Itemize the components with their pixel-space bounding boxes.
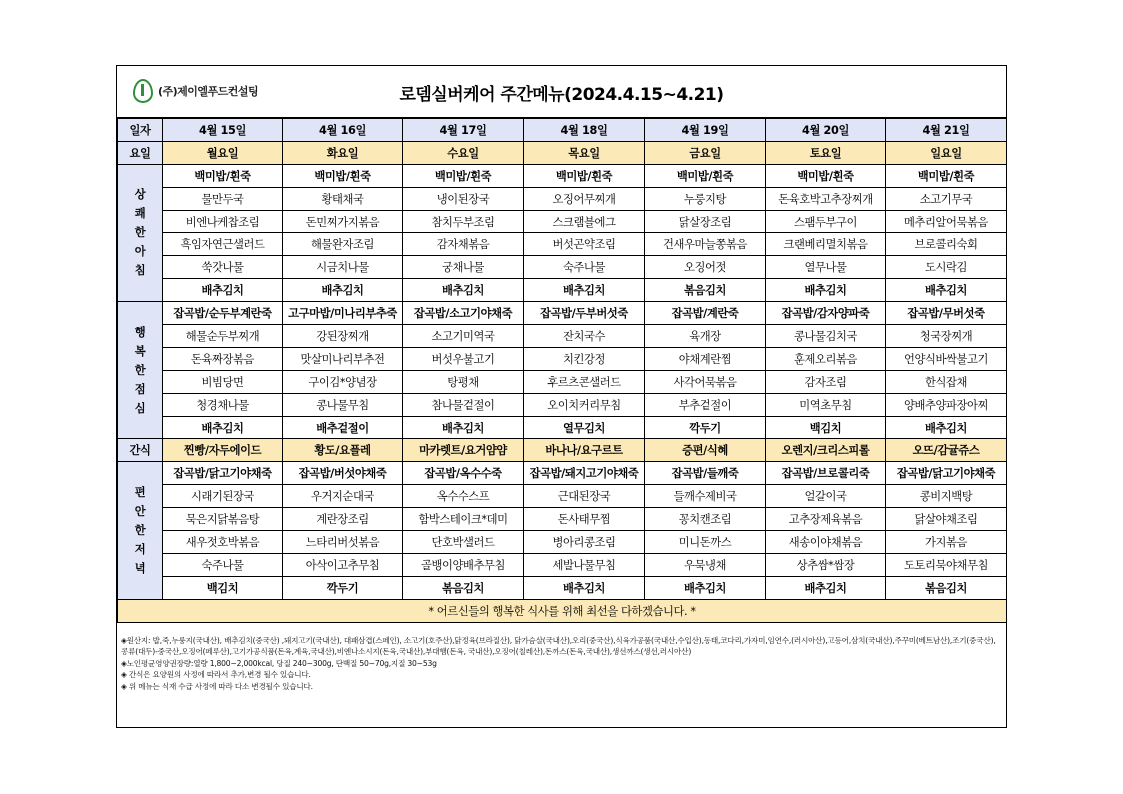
lunch-row — [118, 325, 1007, 348]
dinner-dish: 잡곡밥/버섯야채죽 — [283, 462, 403, 485]
lunch-dish: 잡곡밥/감자양파죽 — [766, 302, 886, 325]
breakfast-dish: 황태채국 — [283, 187, 403, 210]
weekday-cell: 토요일 — [766, 141, 886, 164]
breakfast-label — [118, 164, 163, 301]
breakfast-dish: 백미밥/흰죽 — [403, 164, 524, 187]
dinner-dish: 골뱅이양배추무침 — [403, 553, 524, 576]
breakfast-dish: 감자채볶음 — [403, 233, 524, 256]
breakfast-dish: 도시락김 — [886, 256, 1007, 279]
date-cell: 4월 19일 — [645, 119, 766, 142]
lunch-dish: 강된장찌개 — [283, 325, 403, 348]
dinner-dish: 근대된장국 — [524, 485, 645, 508]
breakfast-dish: 흑임자연근샐러드 — [163, 233, 283, 256]
breakfast-dish: 소고기무국 — [886, 187, 1007, 210]
weekday-cell: 화요일 — [283, 141, 403, 164]
date-cell: 4월 15일 — [163, 119, 283, 142]
breakfast-dish: 배추김치 — [524, 279, 645, 302]
label-char: 안 — [134, 505, 146, 519]
lunch-row — [118, 347, 1007, 370]
dinner-dish: 잡곡밥/닭고기야채죽 — [886, 462, 1007, 485]
label-char: 한 — [134, 226, 146, 240]
label-char: 녁 — [134, 562, 146, 576]
label-char: 점 — [134, 382, 146, 396]
lunch-dish: 오이치커리무침 — [524, 393, 645, 416]
footnote-line: ◈노인평균영양권장량:열량 1,800~2,000kcal, 당질 240~300g, 단백질 50~70g,지질 30~53g — [121, 658, 437, 668]
notice-row — [118, 599, 1007, 622]
dinner-dish: 시래기된장국 — [163, 485, 283, 508]
lunch-dish: 육개장 — [645, 325, 766, 348]
dinner-dish: 새우젓호박볶음 — [163, 531, 283, 554]
lunch-dish: 비빔당면 — [163, 370, 283, 393]
dinner-dish: 잡곡밥/옥수수죽 — [403, 462, 524, 485]
dinner-dish: 돈사태무찜 — [524, 508, 645, 531]
lunch-dish: 소고기미역국 — [403, 325, 524, 348]
label-char: 쾌 — [134, 207, 146, 221]
label-char: 한 — [134, 524, 146, 538]
dinner-dish: 고추장제육볶음 — [766, 508, 886, 531]
date-cell: 4월 16일 — [283, 119, 403, 142]
breakfast-dish: 배추김치 — [163, 279, 283, 302]
lunch-dish: 참나물겉절이 — [403, 393, 524, 416]
dinner-dish: 볶음김치 — [886, 576, 1007, 599]
lunch-dish: 감자조림 — [766, 370, 886, 393]
lunch-row — [118, 370, 1007, 393]
lunch-dish: 잡곡밥/무버섯죽 — [886, 302, 1007, 325]
lunch-dish: 양배추양파장아찌 — [886, 393, 1007, 416]
snack-cell: 찐빵/자두에이드 — [163, 439, 283, 462]
dinner-dish: 잡곡밥/들깨죽 — [645, 462, 766, 485]
lunch-dish: 배추김치 — [163, 416, 283, 439]
label-char: 심 — [134, 401, 146, 415]
breakfast-row — [118, 233, 1007, 256]
lunch-dish: 잡곡밥/소고기야채죽 — [403, 302, 524, 325]
breakfast-dish: 누룽지탕 — [645, 187, 766, 210]
dinner-row — [118, 576, 1007, 599]
lunch-dish: 한식잡채 — [886, 370, 1007, 393]
label-char: 편 — [134, 486, 146, 500]
dinner-dish: 함박스테이크*데미 — [403, 508, 524, 531]
breakfast-dish: 배추김치 — [403, 279, 524, 302]
notice-text: * 어르신들의 행복한 식사를 위해 최선을 다하겠습니다. * — [118, 599, 1007, 622]
date-cell: 4월 18일 — [524, 119, 645, 142]
lunch-dish: 해물순두부찌개 — [163, 325, 283, 348]
label-char: 저 — [134, 543, 146, 557]
lunch-dish: 청국장찌개 — [886, 325, 1007, 348]
snack-cell: 황도/요플레 — [283, 439, 403, 462]
dinner-dish: 볶음김치 — [403, 576, 524, 599]
dinner-dish: 미니돈까스 — [645, 531, 766, 554]
breakfast-dish: 오징어무찌개 — [524, 187, 645, 210]
breakfast-row — [118, 187, 1007, 210]
dinner-dish: 콩비지백탕 — [886, 485, 1007, 508]
lunch-dish: 후르츠콘샐러드 — [524, 370, 645, 393]
snack-cell: 마카렛트/요거얌얌 — [403, 439, 524, 462]
breakfast-row — [118, 279, 1007, 302]
breakfast-dish: 배추김치 — [766, 279, 886, 302]
dinner-dish: 잡곡밥/돼지고기야채죽 — [524, 462, 645, 485]
footnote-line: ◈원산지: 밥,죽,누룽지(국내산), 배추김치(중국산) ,돼지고기(국내산), 대패삼겹(스페인), 소고기(호주산),닭정육(브라질산), 닭가슴살(국내산),오리(중국산),식육가공품(국내산,수입산),동태,코다리,가자미,임연수,(러시아산),고등어,삼치(국내산),주꾸미(베트남산),조기(중국산),콩류(대두)-중국산,오징어(페루산),고기가공식품(돈육,계육,국내산),비엔나소시지(돈육,국내산),부대햄(돈육, 국내산),오징어(칠레산),돈까스(돈육,국내산),생선까스(생선,러시아산) — [121, 635, 996, 657]
lunch-dish: 잡곡밥/계란죽 — [645, 302, 766, 325]
dinner-dish: 백김치 — [163, 576, 283, 599]
breakfast-dish: 물만두국 — [163, 187, 283, 210]
page-title: 로뎀실버케어 주간메뉴(2024.4.15~4.21) — [399, 85, 724, 105]
breakfast-dish: 백미밥/흰죽 — [163, 164, 283, 187]
date-cell: 4월 21일 — [886, 119, 1007, 142]
dinner-dish: 묵은지닭볶음탕 — [163, 508, 283, 531]
dinner-dish: 병아리콩조림 — [524, 531, 645, 554]
dinner-dish: 얼갈이국 — [766, 485, 886, 508]
breakfast-dish: 해물완자조림 — [283, 233, 403, 256]
dinner-label — [118, 462, 163, 599]
dinner-dish: 잡곡밥/닭고기야채죽 — [163, 462, 283, 485]
breakfast-dish: 브로콜리숙회 — [886, 233, 1007, 256]
breakfast-dish: 참치두부조림 — [403, 210, 524, 233]
breakfast-dish: 오징어젓 — [645, 256, 766, 279]
lunch-dish: 언양식바싹불고기 — [886, 347, 1007, 370]
dinner-dish: 잡곡밥/브로콜리죽 — [766, 462, 886, 485]
weekday-cell: 일요일 — [886, 141, 1007, 164]
lunch-dish: 사각어묵볶음 — [645, 370, 766, 393]
date-cell: 4월 20일 — [766, 119, 886, 142]
dinner-dish: 배추김치 — [524, 576, 645, 599]
breakfast-dish: 백미밥/흰죽 — [645, 164, 766, 187]
footnote-line: ◈ 간식은 요양원의 사정에 따라서 추가,변경 될수 있습니다. — [121, 670, 311, 680]
dinner-dish: 세발나물무침 — [524, 553, 645, 576]
lunch-dish: 야채계란찜 — [645, 347, 766, 370]
lunch-dish: 잔치국수 — [524, 325, 645, 348]
lunch-row — [118, 416, 1007, 439]
dinner-dish: 깍두기 — [283, 576, 403, 599]
dinner-dish: 느타리버섯볶음 — [283, 531, 403, 554]
dinner-dish: 꽁치캔조림 — [645, 508, 766, 531]
lunch-dish: 잡곡밥/순두부계란죽 — [163, 302, 283, 325]
lunch-dish: 청경채나물 — [163, 393, 283, 416]
dinner-row — [118, 508, 1007, 531]
label-char: 상 — [134, 188, 146, 202]
breakfast-dish: 돈민찌가지볶음 — [283, 210, 403, 233]
breakfast-dish: 스팸두부구이 — [766, 210, 886, 233]
date-row — [118, 119, 1007, 142]
weekday-row — [118, 141, 1007, 164]
company-name: (주)제이엘푸드컨설팅 — [158, 85, 259, 98]
weekday-cell: 금요일 — [645, 141, 766, 164]
breakfast-dish: 크랜베리멸치볶음 — [766, 233, 886, 256]
breakfast-dish: 백미밥/흰죽 — [766, 164, 886, 187]
lunch-dish: 콩나물김치국 — [766, 325, 886, 348]
dinner-dish: 배추김치 — [645, 576, 766, 599]
snack-cell: 증편/식혜 — [645, 439, 766, 462]
breakfast-dish: 냉이된장국 — [403, 187, 524, 210]
lunch-dish: 구이김*양념장 — [283, 370, 403, 393]
lunch-dish: 배추겉절이 — [283, 416, 403, 439]
snack-cell: 오렌지/크리스피롤 — [766, 439, 886, 462]
breakfast-dish: 열무나물 — [766, 256, 886, 279]
lunch-dish: 깍두기 — [645, 416, 766, 439]
dinner-dish: 새송이야채볶음 — [766, 531, 886, 554]
sheet-header — [117, 66, 1006, 118]
label-char: 행 — [134, 325, 146, 339]
breakfast-row — [118, 164, 1007, 187]
snack-label: 간식 — [118, 439, 163, 462]
dinner-dish: 들깨수제비국 — [645, 485, 766, 508]
lunch-dish: 배추김치 — [403, 416, 524, 439]
breakfast-dish: 배추김치 — [283, 279, 403, 302]
snack-cell: 오뜨/감귤쥬스 — [886, 439, 1007, 462]
breakfast-dish: 비엔나케찹조림 — [163, 210, 283, 233]
weekday-cell: 목요일 — [524, 141, 645, 164]
lunch-dish: 열무김치 — [524, 416, 645, 439]
snack-cell: 바나나/요구르트 — [524, 439, 645, 462]
breakfast-dish: 백미밥/흰죽 — [283, 164, 403, 187]
breakfast-dish: 닭살장조림 — [645, 210, 766, 233]
dinner-dish: 상추쌈*쌈장 — [766, 553, 886, 576]
breakfast-dish: 버섯곤약조림 — [524, 233, 645, 256]
lunch-dish: 고구마밥/미나리부추죽 — [283, 302, 403, 325]
dinner-row — [118, 531, 1007, 554]
lunch-row — [118, 393, 1007, 416]
lunch-dish: 훈제오리볶음 — [766, 347, 886, 370]
menu-sheet — [116, 65, 1007, 728]
lunch-dish: 백김치 — [766, 416, 886, 439]
lunch-dish: 콩나물무침 — [283, 393, 403, 416]
breakfast-row — [118, 210, 1007, 233]
lunch-dish: 미역초무침 — [766, 393, 886, 416]
snack-row — [118, 439, 1007, 462]
breakfast-dish: 건새우마늘쫑볶음 — [645, 233, 766, 256]
dinner-dish: 닭살야채조림 — [886, 508, 1007, 531]
breakfast-dish: 백미밥/흰죽 — [524, 164, 645, 187]
lunch-label — [118, 302, 163, 439]
lunch-dish: 잡곡밥/두부버섯죽 — [524, 302, 645, 325]
dinner-dish: 단호박샐러드 — [403, 531, 524, 554]
breakfast-row — [118, 256, 1007, 279]
dinner-dish: 우묵냉채 — [645, 553, 766, 576]
dinner-dish: 아삭이고추무침 — [283, 553, 403, 576]
dinner-dish: 가지볶음 — [886, 531, 1007, 554]
lunch-dish: 치킨강정 — [524, 347, 645, 370]
breakfast-dish: 백미밥/흰죽 — [886, 164, 1007, 187]
breakfast-dish: 쑥갓나물 — [163, 256, 283, 279]
breakfast-dish: 메추리알어묵볶음 — [886, 210, 1007, 233]
weekly-menu-table — [117, 118, 1007, 623]
breakfast-dish: 숙주나물 — [524, 256, 645, 279]
lunch-dish: 탕평채 — [403, 370, 524, 393]
breakfast-dish: 돈육호박고추장찌개 — [766, 187, 886, 210]
weekday-label: 요일 — [118, 141, 163, 164]
lunch-dish: 돈육짜장볶음 — [163, 347, 283, 370]
weekday-cell: 수요일 — [403, 141, 524, 164]
breakfast-dish: 궁채나물 — [403, 256, 524, 279]
weekday-cell: 월요일 — [163, 141, 283, 164]
breakfast-dish: 스크램블에그 — [524, 210, 645, 233]
lunch-row — [118, 302, 1007, 325]
dinner-row — [118, 462, 1007, 485]
breakfast-dish: 볶음김치 — [645, 279, 766, 302]
lunch-dish: 버섯우불고기 — [403, 347, 524, 370]
lunch-dish: 맛살미나리부추전 — [283, 347, 403, 370]
dinner-dish: 우거지순대국 — [283, 485, 403, 508]
dinner-dish: 옥수수스프 — [403, 485, 524, 508]
label-char: 아 — [134, 245, 146, 259]
label-char: 복 — [134, 344, 146, 358]
dinner-dish: 배추김치 — [766, 576, 886, 599]
dinner-dish: 도토리묵야채무침 — [886, 553, 1007, 576]
lunch-dish: 배추김치 — [886, 416, 1007, 439]
lunch-dish: 부추겉절이 — [645, 393, 766, 416]
label-char: 침 — [134, 264, 146, 278]
breakfast-dish: 배추김치 — [886, 279, 1007, 302]
footnote-line: ◈ 위 메뉴는 식재 수급 사정에 따라 다소 변경될수 있습니다. — [121, 681, 313, 691]
dinner-row — [118, 553, 1007, 576]
dinner-row — [118, 485, 1007, 508]
dinner-dish: 숙주나물 — [163, 553, 283, 576]
label-char: 한 — [134, 363, 146, 377]
dinner-dish: 계란장조림 — [283, 508, 403, 531]
date-cell: 4월 17일 — [403, 119, 524, 142]
breakfast-dish: 시금치나물 — [283, 256, 403, 279]
date-label: 일자 — [118, 119, 163, 142]
footnotes — [117, 623, 1006, 693]
